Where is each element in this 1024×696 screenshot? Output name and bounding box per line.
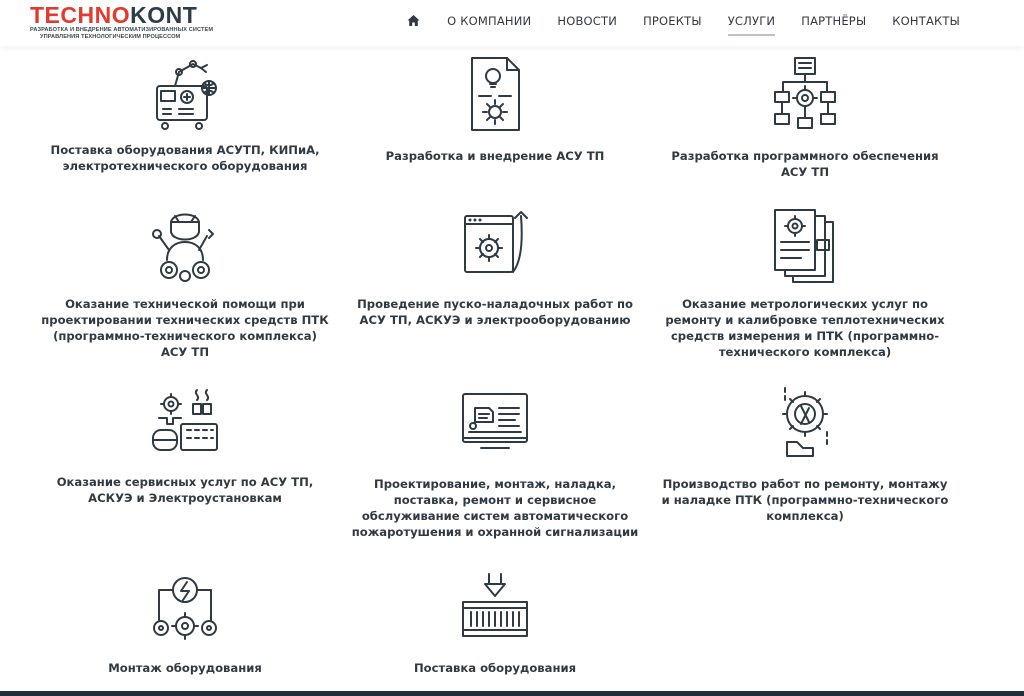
factory-gears-icon [145,384,225,464]
document-gear-icon [455,54,535,134]
nav-item-company[interactable]: О КОМПАНИИ [447,14,532,28]
logo-subtitle-line2: УПРАВЛЕНИЯ ТЕХНОЛОГИЧЕСКИМ ПРОЦЕССОМ [40,33,181,40]
service-card[interactable] [345,572,645,676]
service-card[interactable] [35,384,335,506]
services-grid [0,46,1024,691]
service-title: Оказание технической помощи при проектировании технических средств ПТК (программно-технического комплекса) АСУ ТП [41,297,329,359]
delivery-container-icon [455,572,535,652]
service-card[interactable] [655,54,955,180]
site-logo[interactable] [30,3,220,43]
site-header [0,0,1024,46]
hand-gear-wrench-icon [765,384,845,464]
page-bottom-edge [0,691,1024,696]
service-title: Разработка и внедрение АСУ ТП [385,149,605,163]
nav-item-partners[interactable]: ПАРТНЁРЫ [801,14,867,28]
robot-arm-control-icon [145,54,225,134]
service-title: Поставка оборудования АСУТП, КИПиА, электротехнического оборудования [50,143,320,173]
service-title: Оказание сервисных услуг по АСУ ТП, АСКУЭ и Электроустановкам [56,475,314,505]
browser-growth-icon [455,206,535,286]
service-card[interactable] [35,54,335,174]
service-card[interactable] [345,206,645,328]
software-flow-icon [765,54,845,134]
nav-item-contacts[interactable]: КОНТАКТЫ [892,14,960,28]
monitor-fire-icon [455,384,535,464]
service-card[interactable] [35,206,335,360]
engineer-tools-icon [145,206,225,286]
service-title: Поставка оборудования [413,661,577,675]
service-title: Проектирование, монтаж, наладка, поставка, ремонт и сервисное обслуживание систем автоматического пожаротушения и охранной сигнализации [351,477,639,539]
home-icon[interactable] [407,14,421,28]
service-card[interactable] [655,206,955,360]
logo-subtitle-line1: РАЗРАБОТКА И ВНЕДРЕНИЕ АВТОМАТИЗИРОВАННЫХ СИСТЕМ [30,27,214,33]
main-nav [407,14,960,28]
service-title: Оказание метрологических услуг по ремонту и калибровке теплотехнических средств измерения и ПТК (программно-технического комплекса) [665,297,945,359]
service-title: Разработка программного обеспечения АСУ ТП [671,149,939,179]
power-gears-icon [145,572,225,652]
documents-gear-icon [765,206,845,286]
nav-item-projects[interactable]: ПРОЕКТЫ [643,14,702,28]
service-card[interactable] [35,572,335,676]
service-title: Проведение пуско-наладочных работ по АСУ ТП, АСКУЭ и электрооборудованию [357,297,633,327]
logo-subtitle [30,27,220,40]
service-card[interactable] [345,54,645,164]
nav-item-services[interactable]: УСЛУГИ [727,14,776,28]
service-card[interactable] [345,384,645,540]
service-card[interactable] [655,384,955,524]
logo-wordmark: TECHNOKONT [30,2,198,28]
service-title: Производство работ по ремонту, монтажу и наладке ПТК (программно-технического комплекса) [661,477,949,523]
nav-item-news[interactable]: НОВОСТИ [557,14,618,28]
service-title: Монтаж оборудования [108,661,262,675]
